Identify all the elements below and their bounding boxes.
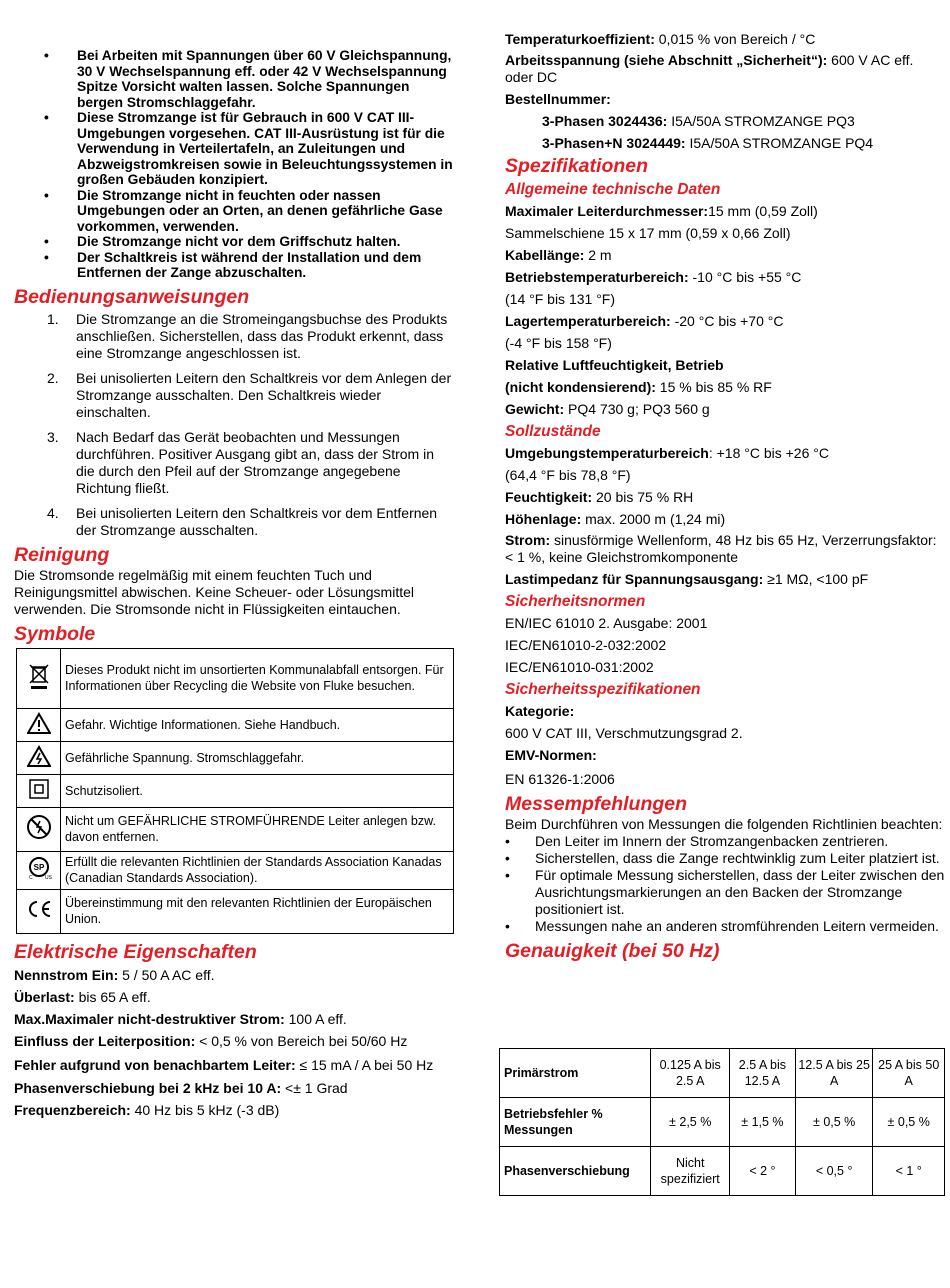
csa-icon [17, 851, 61, 889]
ce-icon [17, 889, 61, 933]
reference-title: Sollzustände [505, 423, 601, 440]
symbol-row [17, 774, 454, 807]
spec-line: Max.Maximaler nicht-destruktiver Strom: 100 A eff. [14, 1010, 347, 1027]
measurement-bullet: • Sicherstellen, dass die Zange rechtwinklig zum Leiter platziert ist. [505, 850, 940, 866]
symbol-text: Übereinstimmung mit den relevanten Richtlinien der Europäischen Union. [61, 889, 454, 933]
accuracy-row [500, 1098, 945, 1147]
symbol-text: Gefahr. Wichtige Informationen. Siehe Handbuch. [61, 708, 454, 741]
spec-line: (-4 °F bis 158 °F) [505, 335, 612, 351]
norm-line: IEC/EN61010-2-032:2002 [505, 637, 667, 653]
spec-line: Fehler aufgrund von benachbartem Leiter: ≤ 15 mA / A bei 50 Hz [14, 1056, 434, 1073]
measurement-bullet: • Messungen nahe an anderen stromführenden Leitern vermeiden. [505, 918, 939, 934]
spec-line: Umgebungstemperaturbereich: +18 °C bis +26 °C [505, 445, 829, 461]
spec-line: Sammelschiene 15 x 17 mm (0,59 x 0,66 Zoll) [505, 225, 791, 241]
accuracy-cell: ± 2,5 % [651, 1098, 730, 1147]
accuracy-cell: ± 1,5 % [729, 1098, 795, 1147]
specs-title: Spezifikationen [505, 155, 649, 177]
double-insulation-icon [17, 774, 61, 807]
svg-text:US: US [44, 875, 52, 880]
accuracy-header-cell: Primärstrom [500, 1049, 651, 1098]
accuracy-row-label: Betriebsfehler % Messungen [500, 1098, 651, 1147]
symbol-row [17, 807, 454, 851]
accuracy-cell: < 1 ° [873, 1147, 945, 1196]
accuracy-header-cell: 2.5 A bis 12.5 A [729, 1049, 795, 1098]
cleaning-text: Die Stromsonde regelmäßig mit einem feuchten Tuch und Reinigungsmittel abwischen. Keine Scheuer- oder Lösungsmittel verwenden. Die Stromsonde nicht in Flüssigkeiten eintauchen. [14, 566, 414, 617]
symbol-text: Gefährliche Spannung. Stromschlaggefahr. [61, 741, 454, 774]
spec-line: Kabellänge: 2 m [505, 247, 612, 263]
symbol-row [17, 648, 454, 708]
spec-line: Bestellnummer: [505, 91, 611, 107]
spec-line: Frequenzbereich: 40 Hz bis 5 kHz (-3 dB) [14, 1101, 280, 1118]
symbol-text: Erfüllt die relevanten Richtlinien der Standards Association Kanadas (Canadian Standards Association). [61, 851, 454, 889]
measurement-title: Messempfehlungen [505, 793, 688, 815]
symbol-text: Nicht um GEFÄHRLICHE STROMFÜHRENDE Leiter anlegen bzw. davon entfernen. [61, 807, 454, 851]
spec-line: Temperaturkoeffizient: 0,015 % von Bereich / °C [505, 31, 816, 47]
spec-line: Arbeitsspannung (siehe Abschnitt „Sicherheit“): 600 V AC eff. oder DC [505, 52, 914, 85]
symbol-row [17, 708, 454, 741]
svg-text:C: C [28, 875, 33, 880]
accuracy-title: Genauigkeit (bei 50 Hz) [505, 940, 720, 962]
warning-icon [17, 708, 61, 741]
spec-line: EMV-Normen: [505, 747, 597, 763]
spec-line: (64,4 °F bis 78,8 °F) [505, 467, 631, 483]
operation-step: 2. Bei unisolierten Leitern den Schaltkreis vor dem Anlegen der Stromzange ausschalten. Den Schaltkreis wieder einschalten. [47, 369, 452, 420]
norm-line: EN/IEC 61010 2. Ausgabe: 2001 [505, 615, 708, 631]
spec-line: Höhenlage: max. 2000 m (1,24 mi) [505, 511, 726, 527]
symbols-table [16, 648, 454, 934]
accuracy-cell: ± 0,5 % [795, 1098, 873, 1147]
order-line: 3-Phasen 3024436: I5A/50A STROMZANGE PQ3 [542, 113, 855, 129]
accuracy-header-row [500, 1049, 945, 1098]
weee-bin-icon [17, 648, 61, 708]
safety-norms-title: Sicherheitsnormen [505, 593, 646, 610]
operation-step: 1. Die Stromzange an die Stromeingangsbuchse des Produkts anschließen. Sicherstellen, dass das Produkt erkennt, dass eine Stromzange angeschlossen ist. [47, 310, 448, 361]
accuracy-row [500, 1147, 945, 1196]
operation-step: 3. Nach Bedarf das Gerät beobachten und Messungen durchführen. Positiver Ausgang gibt an, dass der Strom in die durch den Pfeil auf der Stromzange angegebene Richtung fließt. [47, 428, 434, 496]
high-voltage-icon [17, 741, 61, 774]
symbol-row [17, 889, 454, 933]
measurement-bullet: • Für optimale Messung sicherstellen, dass der Leiter zwischen den Ausrichtungsmarkierungen an den Backen der Stromzange positioniert ist. [505, 867, 945, 917]
spec-line: Lastimpedanz für Spannungsausgang: ≥1 MΩ, <100 pF [505, 571, 869, 587]
operation-title: Bedienungsanweisungen [14, 285, 250, 308]
spec-line: (14 °F bis 131 °F) [505, 291, 616, 307]
norm-line: IEC/EN61010-031:2002 [505, 659, 654, 675]
spec-line: Einfluss der Leiterposition: < 0,5 % von Bereich bei 50/60 Hz [14, 1032, 408, 1049]
accuracy-header-cell: 0.125 A bis 2.5 A [651, 1049, 730, 1098]
safety-bullet: • Die Stromzange nicht vor dem Griffschutz halten. [44, 234, 401, 249]
symbol-row [17, 741, 454, 774]
cleaning-title: Reinigung [14, 543, 110, 566]
measurement-bullet: • Den Leiter im Innern der Stromzangenbacken zentrieren. [505, 833, 889, 849]
electrical-title: Elektrische Eigenschaften [14, 940, 257, 963]
no-live-conductor-icon [17, 807, 61, 851]
spec-line: Betriebstemperaturbereich: -10 °C bis +55 °C [505, 269, 802, 285]
spec-line: EN 61326-1:2006 [505, 771, 615, 787]
safety-bullet: • Die Stromzange nicht in feuchten oder nassen Umgebungen oder an Orten, an denen gefährliche Gase vorkommen, verwenden. [44, 187, 443, 234]
spec-line: Lagertemperaturbereich: -20 °C bis +70 °C [505, 313, 784, 329]
spec-line: Kategorie: [505, 703, 575, 719]
accuracy-cell: < 2 ° [729, 1147, 795, 1196]
spec-line: Gewicht: PQ4 730 g; PQ3 560 g [505, 401, 710, 417]
symbol-row [17, 851, 454, 889]
symbol-text: Schutzisoliert. [61, 774, 454, 807]
accuracy-cell: ± 0,5 % [873, 1098, 945, 1147]
symbols-title: Symbole [14, 622, 96, 645]
operation-step: 4. Bei unisolierten Leitern den Schaltkreis vor dem Entfernen der Stromzange ausschalten. [47, 504, 438, 538]
svg-text:SP: SP [33, 863, 44, 872]
spec-line: Phasenverschiebung bei 2 kHz bei 10 A: <± 1 Grad [14, 1079, 348, 1096]
safety-bullet: • Bei Arbeiten mit Spannungen über 60 V Gleichspannung, 30 V Wechselspannung eff. oder 42 V Wechselspannung Spitze Vorsicht walten lassen. Solche Spannungen bergen Stromschlaggefahr. [44, 48, 452, 110]
safety-bullet: • Diese Stromzange ist für Gebrauch in 600 V CAT III-Umgebungen vorgesehen. CAT III-Ausrüstung ist für die Verwendung in Verteilertafeln, an Zuleitungen und Abzweigstromkreisen sowie in Beleuchtungssystemen in großen Gebäuden konzipiert. [44, 110, 453, 187]
right-column [505, 0, 945, 963]
spec-line: Strom: sinusförmige Wellenform, 48 Hz bis 65 Hz, Verzerrungsfaktor: < 1 %, keine Gleichstromkomponente [505, 532, 937, 565]
accuracy-cell: < 0,5 ° [795, 1147, 873, 1196]
symbol-text: Dieses Produkt nicht im unsortierten Kommunalabfall entsorgen. Für Informationen über Recycling die Website von Fluke besuchen. [61, 648, 454, 708]
order-line: 3-Phasen+N 3024449: I5A/50A STROMZANGE PQ4 [542, 135, 874, 151]
accuracy-header-cell: 25 A bis 50 A [873, 1049, 945, 1098]
spec-line: (nicht kondensierend): 15 % bis 85 % RF [505, 379, 772, 395]
accuracy-header-cell: 12.5 A bis 25 A [795, 1049, 873, 1098]
accuracy-table [499, 1048, 945, 1196]
spec-line: Feuchtigkeit: 20 bis 75 % RH [505, 489, 694, 505]
safety-spec-title: Sicherheitsspezifikationen [505, 681, 701, 698]
spec-line: Überlast: bis 65 A eff. [14, 988, 151, 1005]
spec-line: Maximaler Leiterdurchmesser:15 mm (0,59 Zoll) [505, 203, 818, 219]
left-column [14, 0, 454, 1121]
measurement-intro: Beim Durchführen von Messungen die folgenden Richtlinien beachten: [505, 816, 943, 832]
safety-bullet: • Der Schaltkreis ist während der Installation und dem Entfernen der Zange abzuschalten. [44, 249, 422, 280]
general-title: Allgemeine technische Daten [505, 181, 721, 198]
spec-line: Relative Luftfeuchtigkeit, Betrieb [505, 357, 724, 373]
accuracy-cell: Nicht spezifiziert [651, 1147, 730, 1196]
spec-line: 600 V CAT III, Verschmutzungsgrad 2. [505, 725, 743, 741]
spec-line: Nennstrom Ein: 5 / 50 A AC eff. [14, 966, 215, 983]
accuracy-row-label: Phasenverschiebung [500, 1147, 651, 1196]
